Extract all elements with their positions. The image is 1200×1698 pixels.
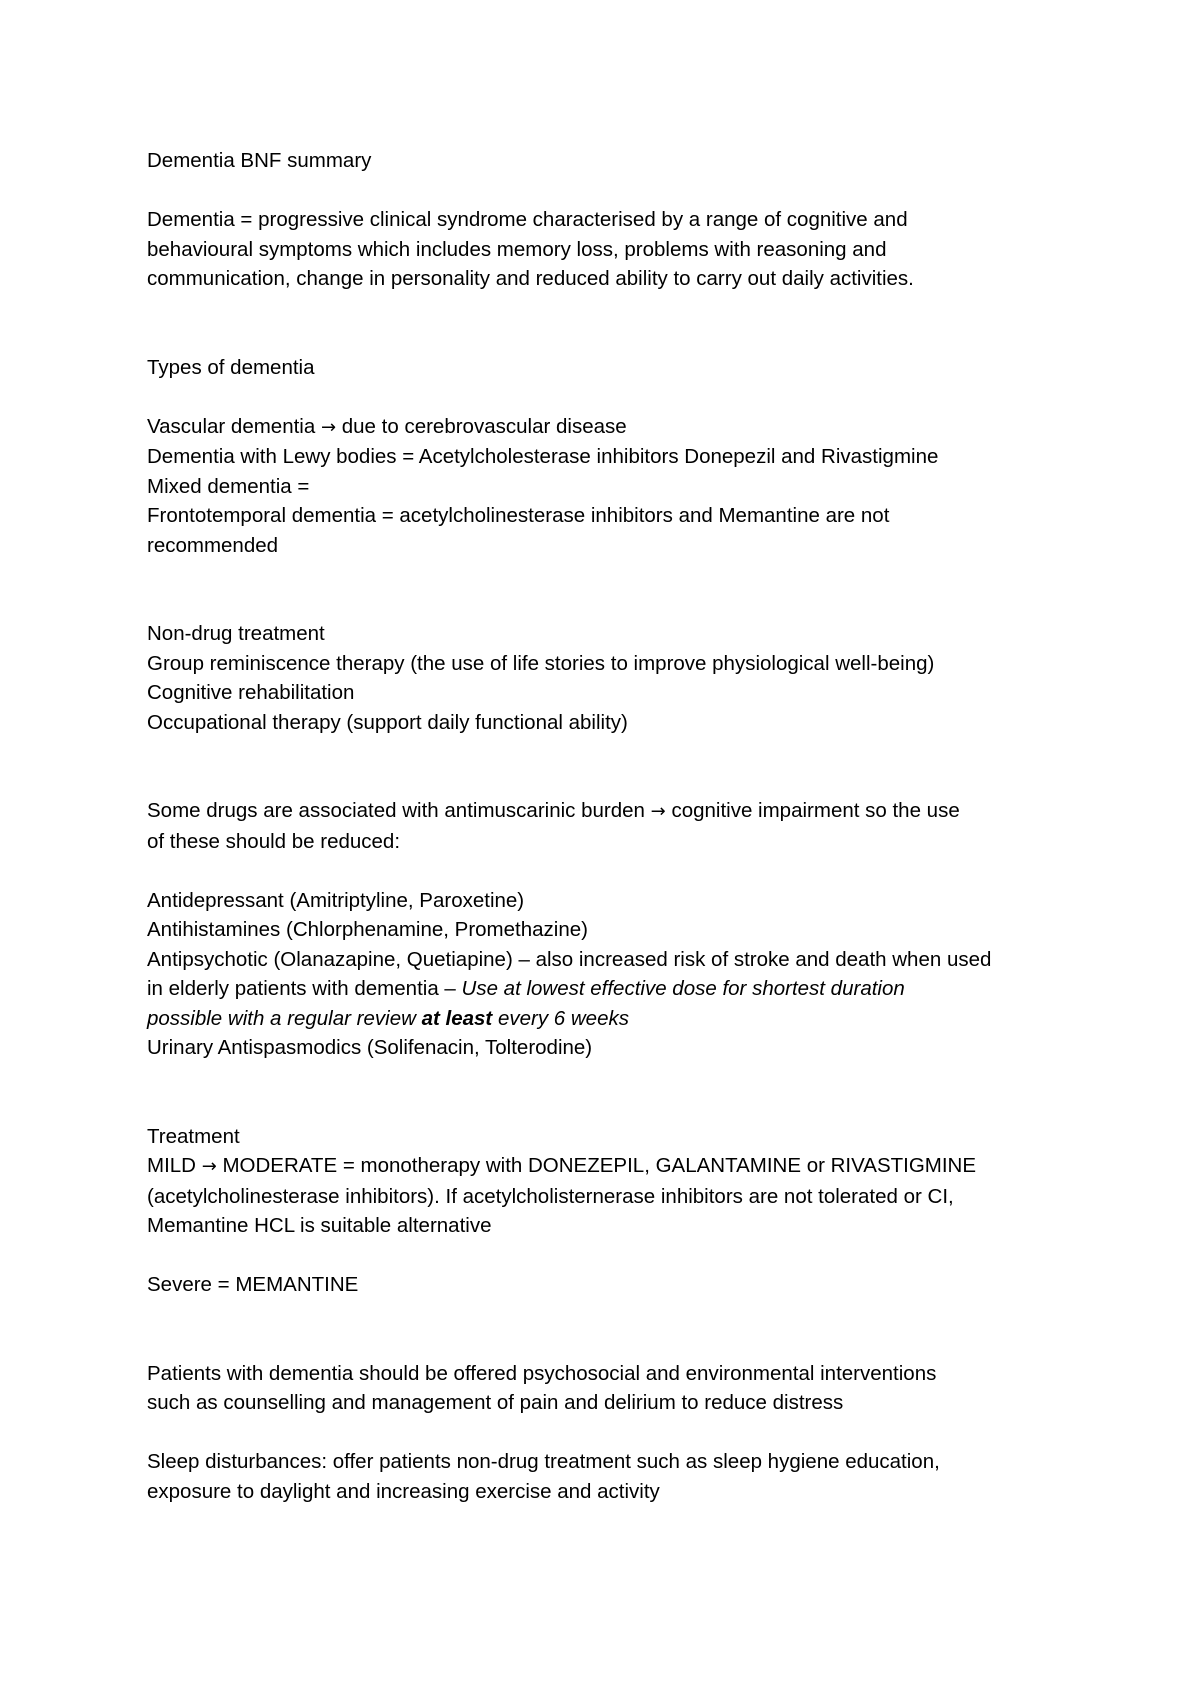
antipsychotic-text: in elderly patients with dementia – [147,977,462,1000]
antimuscarinic-text-b: cognitive impairment so the use [665,799,960,822]
treatment-line: Memantine HCL is suitable alternative [147,1214,492,1237]
arrow-right-icon: → [650,801,666,822]
arrow-right-icon: → [201,1156,217,1177]
treatment-heading: Treatment [147,1124,240,1148]
sleep-line: Sleep disturbances: offer patients non-drug treatment such as sleep hygiene education, [147,1450,940,1473]
document-body [147,146,1077,1506]
nondrug-item: Occupational therapy (support daily functional ability) [147,710,628,734]
nondrug-item: Cognitive rehabilitation [147,681,355,704]
type-lewy: Dementia with Lewy bodies = Acetylcholesterase inhibitors Donepezil and Rivastigmine [147,445,939,468]
treatment-severe: Severe = MEMANTINE [147,1273,359,1296]
nondrug-item: Group reminiscence therapy (the use of life stories to improve physiological well-being) [147,651,935,675]
treatment-mild: MILD [147,1154,202,1177]
drug-antipsychotic: Antipsychotic (Olanazapine, Quetiapine) – also increased risk of stroke and death when used [147,947,992,971]
nondrug-heading: Non-drug treatment [147,622,325,645]
review-emphasis: at least [421,1006,493,1030]
arrow-right-icon: → [320,416,337,438]
antipsychotic-advice: Use at lowest effective dose for shortest duration [461,977,905,1000]
antimuscarinic-text-a: Some drugs are associated with antimuscarinic burden [147,799,651,822]
sleep-line: exposure to daylight and increasing exercise and activity [147,1479,660,1503]
definition-line: behavioural symptoms which includes memory loss, problems with reasoning and [147,237,887,261]
psychosocial-line: Patients with dementia should be offered psychosocial and environmental interventions [147,1361,937,1385]
document-title: Dementia BNF summary [147,149,372,172]
type-frontotemporal-cont: recommended [147,533,279,557]
type-frontotemporal: Frontotemporal dementia = acetylcholinesterase inhibitors and Memantine are not [147,504,890,527]
drug-antihistamines: Antihistamines (Chlorphenamine, Promethazine) [147,918,588,941]
definition-line: Dementia = progressive clinical syndrome characterised by a range of cognitive and [147,208,908,231]
drug-antipsychotic-cont [147,974,1077,1004]
definition-line: communication, change in personality and reduced ability to carry out daily activities. [147,267,914,290]
drug-antidepressant: Antidepressant (Amitriptyline, Paroxetine) [147,888,525,912]
type-vascular-label: Vascular dementia [147,414,321,438]
review-text-c: every 6 weeks [492,1006,629,1030]
type-mixed: Mixed dementia = [147,474,310,498]
drug-antipsychotic-review [147,1004,1077,1034]
review-text-a: possible with a regular review [147,1006,422,1030]
treatment-mild-moderate [147,1151,1077,1182]
treatment-line: (acetylcholinesterase inhibitors). If acetylcholisternerase inhibitors are not tolerated or CI, [147,1184,954,1208]
type-vascular-desc: due to cerebrovascular disease [336,414,627,438]
antimuscarinic-line [147,796,1077,827]
drug-urinary: Urinary Antispasmodics (Solifenacin, Tolterodine) [147,1036,593,1059]
antimuscarinic-line-2: of these should be reduced: [147,829,401,853]
treatment-moderate: MODERATE = monotherapy with DONEZEPIL, GALANTAMINE or RIVASTIGMINE [216,1154,977,1177]
types-heading: Types of dementia [147,355,315,379]
type-vascular [147,412,1077,443]
psychosocial-line: such as counselling and management of pain and delirium to reduce distress [147,1391,844,1414]
